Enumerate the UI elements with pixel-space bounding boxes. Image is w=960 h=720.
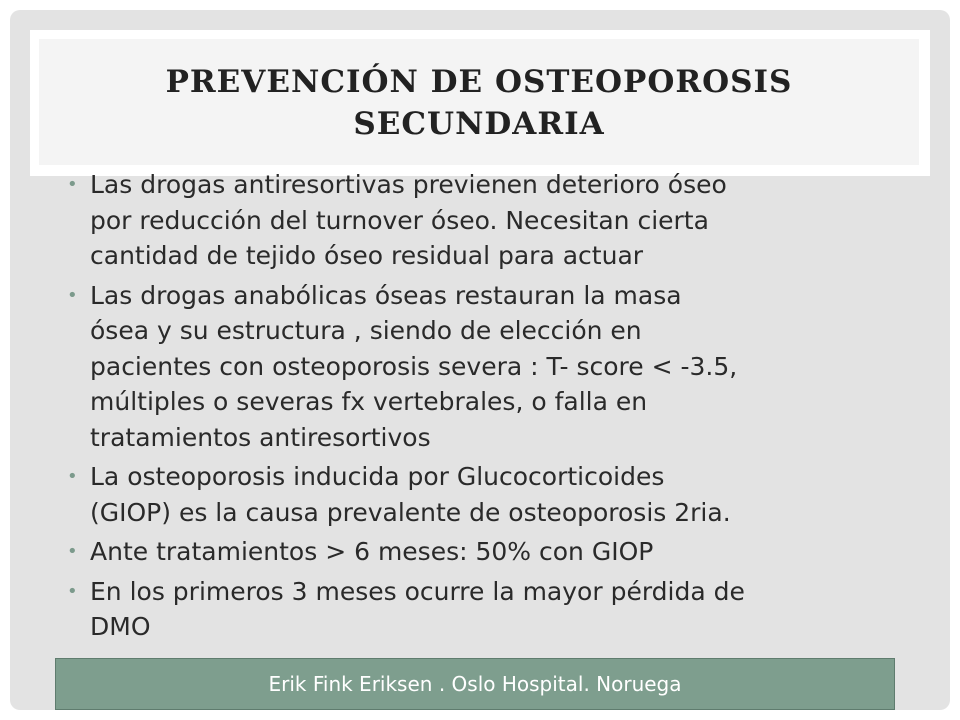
slide-title (166, 61, 793, 145)
bullet-item (67, 574, 907, 645)
bullet-text-line: cantidad de tejido óseo residual para actuar (90, 241, 644, 270)
bullet-text-line: Las drogas antiresortivas previenen deterioro óseo (90, 170, 727, 199)
title-line: PREVENCIÓN DE OSTEOPOROSIS (165, 64, 793, 100)
bullet-icon: • (67, 541, 78, 562)
bullet-text-line: tratamientos antiresortivos (90, 422, 431, 452)
bullet-icon: • (67, 580, 78, 602)
bullet-text-line: ósea y su estructura , siendo de elección en (90, 316, 642, 345)
bullet-text-line: (GIOP) es la causa prevalente de osteoporosis 2ria. (90, 497, 731, 527)
bullet-icon: • (67, 466, 78, 487)
bullet-text-line: DMO (90, 612, 151, 641)
bullet-item (67, 278, 907, 456)
bullet-item (67, 167, 907, 274)
bullet-icon: • (67, 284, 78, 306)
bullet-text-line: múltiples o severas fx vertebrales, o falla en (90, 387, 648, 416)
bullet-text-line: pacientes con osteoporosis severa : T- score < -3.5, (90, 351, 738, 381)
title-line: SECUNDARIA (353, 106, 605, 142)
title-box (30, 30, 930, 176)
bullet-text-line: Ante tratamientos > 6 meses: 50% con GIOP (90, 537, 654, 566)
bullet-item (67, 459, 907, 530)
bullet-text-line: En los primeros 3 meses ocurre la mayor pérdida de (90, 576, 745, 606)
bullet-text-line: Las drogas anabólicas óseas restauran la masa (90, 280, 682, 310)
bullet-list (67, 167, 907, 645)
bullet-text-line: La osteoporosis inducida por Glucocorticoides (90, 462, 665, 491)
footer-credit: Erik Fink Eriksen . Oslo Hospital. Noruega (268, 672, 682, 696)
bullet-icon: • (67, 174, 78, 195)
footer-banner (55, 658, 895, 710)
bullet-text-line: por reducción del turnover óseo. Necesitan cierta (90, 205, 709, 235)
title-panel (39, 39, 919, 165)
bullet-item (67, 534, 907, 570)
